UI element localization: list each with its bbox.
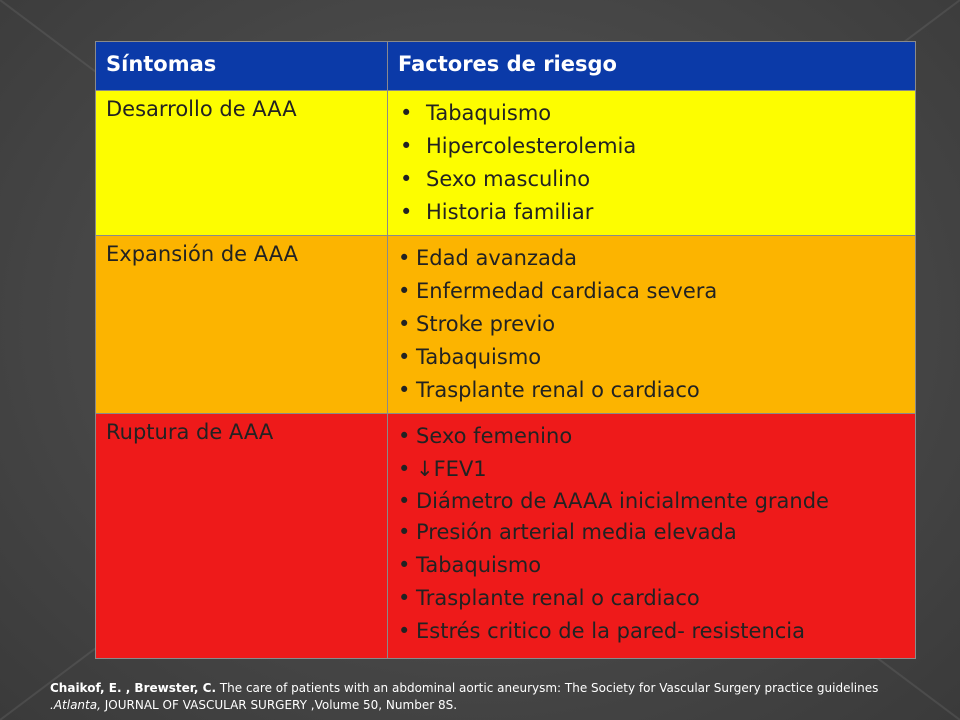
list-item: • Trasplante renal o cardiaco [398, 374, 905, 407]
list-item: • Enfermedad cardiaca severa [398, 275, 905, 308]
list-item: • Tabaquismo [398, 97, 905, 130]
list-item: • Historia familiar [398, 196, 905, 229]
list-item: • Diámetro de AAAA inicialmente grande [398, 486, 905, 516]
table-row-ruptura [96, 414, 916, 659]
list-item: • ↓FEV1 [398, 453, 905, 486]
list-item: • Sexo femenino [398, 420, 905, 453]
list-item: • Tabaquismo [398, 549, 905, 582]
risk-list-expansion [388, 236, 916, 414]
row-label-desarrollo: Desarrollo de AAA [96, 91, 388, 236]
list-item: • Presión arterial media elevada [398, 516, 905, 549]
list-item: • Hipercolesterolemia [398, 130, 905, 163]
list-item: • Trasplante renal o cardiaco [398, 582, 905, 615]
list-item: • Estrés critico de la pared- resistencia [398, 615, 905, 648]
citation-place: .Atlanta, [50, 698, 101, 712]
list-item: • Stroke previo [398, 308, 905, 341]
row-label-expansion: Expansión de AAA [96, 236, 388, 414]
header-factores-de-riesgo: Factores de riesgo [388, 42, 916, 91]
citation [50, 680, 910, 714]
list-item: • Edad avanzada [398, 242, 905, 275]
risk-factors-table [95, 41, 916, 659]
list-item: • Tabaquismo [398, 341, 905, 374]
citation-title: The care of patients with an abdominal aortic aneurysm: The Society for Vascular Surgery practice guidelines [219, 681, 879, 695]
table-header-row [96, 42, 916, 91]
citation-authors: Chaikof, E. , Brewster, C. [50, 681, 216, 695]
header-sintomas: Síntomas [96, 42, 388, 91]
risk-list-ruptura [388, 414, 916, 659]
table-row-desarrollo [96, 91, 916, 236]
table-row-expansion [96, 236, 916, 414]
list-item: • Sexo masculino [398, 163, 905, 196]
risk-list-desarrollo [388, 91, 916, 236]
row-label-ruptura: Ruptura de AAA [96, 414, 388, 659]
citation-journal: JOURNAL OF VASCULAR SURGERY ,Volume 50, Number 8S. [104, 698, 458, 712]
